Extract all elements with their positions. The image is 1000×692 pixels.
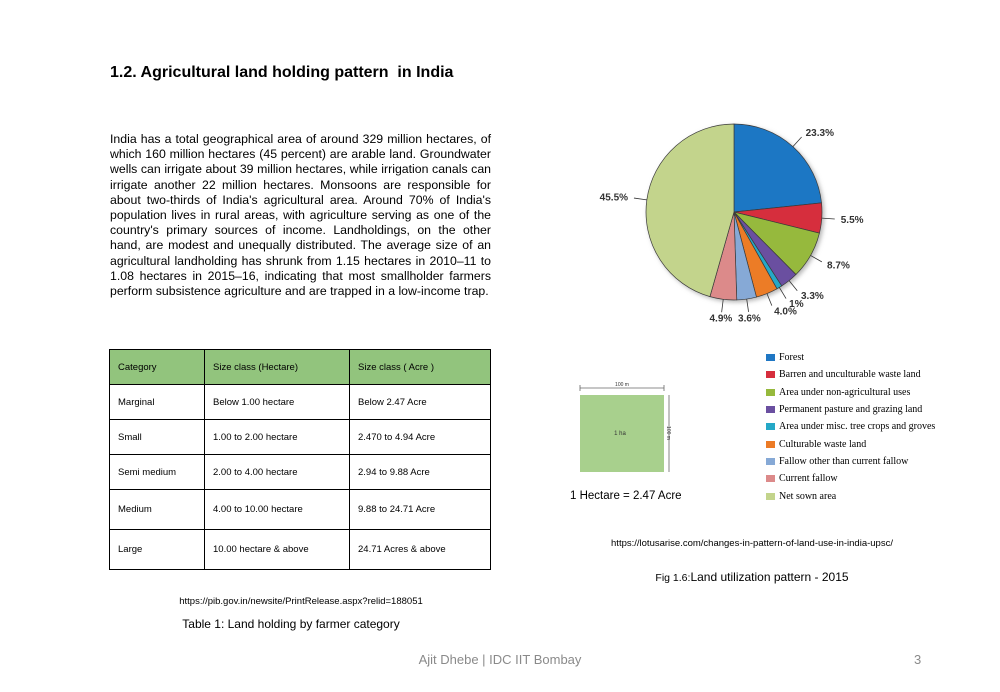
table-cell: 2.00 to 4.00 hectare [205,455,350,490]
table-cell: 1.00 to 2.00 hectare [205,420,350,455]
legend-item [766,435,935,452]
table-row [110,490,491,530]
pie-leader-line [634,198,647,200]
pie-slice-label: 3.3% [801,290,824,302]
table-cell: 4.00 to 10.00 hectare [205,490,350,530]
legend-item [766,384,935,401]
legend-item [766,349,935,366]
pie-slice-label: 1% [789,299,804,311]
legend-label: Area under non-agricultural uses [779,386,911,398]
table-cell: Large [110,530,205,570]
legend-label: Culturable waste land [779,438,867,450]
table-cell: 2.470 to 4.94 Acre [350,420,491,455]
table-header-row [110,350,491,385]
legend-label: Permanent pasture and grazing land [779,404,923,416]
legend-label: Area under misc. tree crops and groves [779,421,936,433]
table-caption: Table 1: Land holding by farmer category [182,617,400,631]
pie-slice-label: 4.9% [709,313,733,325]
legend-swatch [766,441,775,448]
table-header-cell: Category [110,350,205,385]
legend-item [766,366,935,383]
pie-slice-label: 8.7% [827,260,850,272]
legend-item [766,401,935,418]
legend-item [766,418,935,435]
pie-leader-line [722,299,724,312]
table-source-link[interactable]: https://pib.gov.in/newsite/PrintRelease.aspx?relid=188051 [179,596,423,607]
legend-swatch [766,458,775,465]
table-row [110,385,491,420]
legend-label: Net sown area [779,490,837,502]
pie-slice-label: 23.3% [805,128,834,140]
legend-swatch [766,493,775,500]
table-cell: Small [110,420,205,455]
table-cell: Semi medium [110,455,205,490]
legend-swatch [766,475,775,482]
legend-swatch [766,371,775,378]
pie-leader-line [822,218,835,219]
legend-swatch [766,389,775,396]
page-footer: Ajit Dhebe | IDC IIT Bombay [418,652,582,667]
table-cell: Marginal [110,385,205,420]
hectare-equation: 1 Hectare = 2.47 Acre [570,490,682,502]
pie-slice-label: 5.5% [840,214,864,226]
pie-slice-label: 45.5% [599,192,629,204]
legend-item [766,453,935,470]
figure-caption-text: Land utilization pattern - 2015 [690,570,849,584]
legend-swatch [766,354,775,361]
pie-legend [766,349,935,505]
hectare-diagram [570,380,680,480]
table-row [110,455,491,490]
legend-swatch [766,406,775,413]
pie-leader-line [779,287,786,298]
legend-label: Forest [779,352,804,364]
hectare-top-label: 100 m [615,382,629,388]
table-cell: 9.88 to 24.71 Acre [350,490,491,530]
pie-leader-line [811,255,822,261]
table-row [110,420,491,455]
legend-label: Fallow other than current fallow [779,455,909,467]
figure-caption-prefix: Fig 1.6: [655,572,691,584]
figure-source-link[interactable]: https://lotusarise.com/changes-in-pattern-of-land-use-in-india-upsc/ [611,538,893,549]
section-heading: 1.2. Agricultural land holding pattern in India [110,64,454,81]
legend-item [766,470,935,487]
land-holding-table [109,349,491,570]
pie-leader-line [793,137,802,147]
table-cell: Medium [110,490,205,530]
figure-caption [560,570,944,584]
hectare-side-label: 100 m [665,426,671,440]
hectare-inner-label: 1 ha [614,431,626,437]
table-cell: 2.94 to 9.88 Acre [350,455,491,490]
legend-label: Barren and unculturable waste land [779,369,921,381]
pie-slice-label: 4.0% [774,306,797,318]
table-row [110,530,491,570]
legend-label: Current fallow [779,473,838,485]
pie-slice-label: 3.6% [738,313,761,325]
table-header-cell: Size class (Hectare) [205,350,350,385]
pie-leader-line [789,281,797,291]
legend-swatch [766,423,775,430]
table-header-cell: Size class ( Acre ) [350,350,491,385]
pie-leader-line [747,299,749,312]
table-cell: 24.71 Acres & above [350,530,491,570]
legend-item [766,487,935,504]
body-paragraph: India has a total geographical area of around 329 million hectares, of which 160 million hectares (45 percent) are arable land. Groundwater wells can irrigate about 39 million hectares, while irrigation canals can irrigate another 22 million hectares. Monsoons are responsible for about two-thirds of India's agricultural area. Around 70% of India's population lives in rural areas, with agriculture serving as one of the country's primary sources of income. Landholdings, on the other hand, are modest and unequally distributed. The average size of an agricultural landholding has shrunk from 1.15 hectares in 2010–11 to 1.08 hectares in 2015–16, indicating that most smallholder farmers perform subsistence agriculture and are trapped in a low-income trap. [110,132,491,299]
table-cell: Below 2.47 Acre [350,385,491,420]
page-number: 3 [914,652,922,667]
table-cell: Below 1.00 hectare [205,385,350,420]
land-use-pie-chart [599,120,864,330]
table-cell: 10.00 hectare & above [205,530,350,570]
pie-leader-line [767,294,772,306]
